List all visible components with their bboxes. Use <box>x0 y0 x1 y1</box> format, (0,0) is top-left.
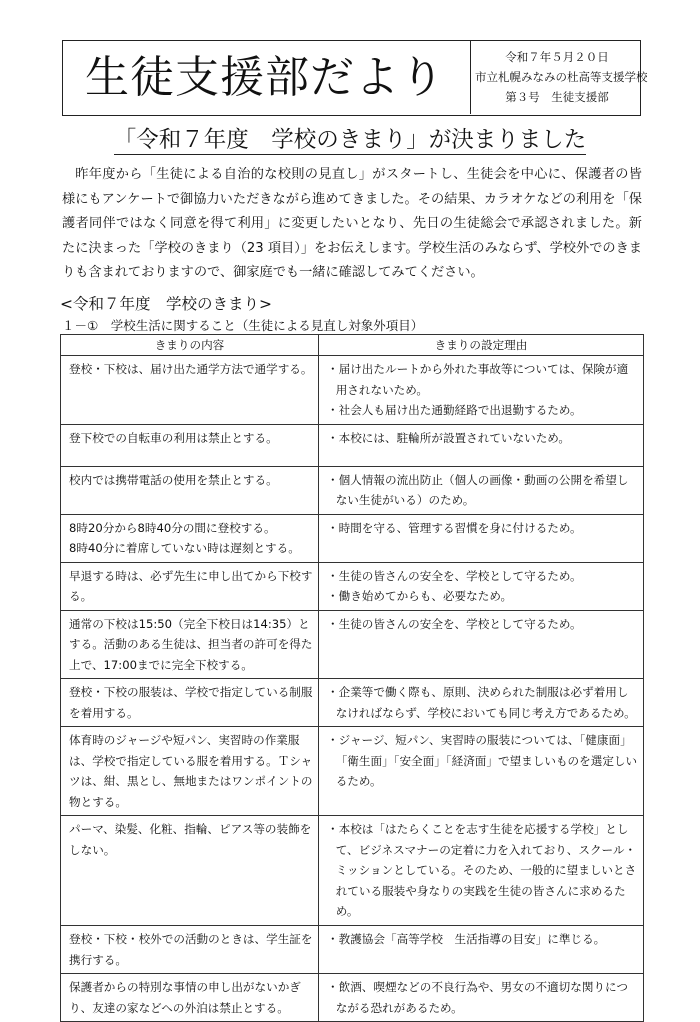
rule-cell <box>61 356 319 425</box>
table-row <box>61 466 644 514</box>
reason-text: ・飲酒、喫煙などの不良行為や、男女の不適切な関りにつながる恐れがあるため。 <box>327 980 628 1015</box>
reason-text: ・時間を守る、管理する習慣を身に付けるため。 <box>327 520 582 535</box>
subsection-title: １－① 学校生活に関すること（生徒による見直し対象外項目） <box>62 318 424 333</box>
reason-text: ・教護協会「高等学校 生活指導の目安」に準じる。 <box>327 932 606 946</box>
rule-cell <box>61 424 319 466</box>
rule-text: 保護者からの特別な事情の申し出がないかぎり、友達の家などへの外泊は禁止とする。 <box>69 980 301 1015</box>
reason-text: ・届け出たルートから外れた事故等については、保険が適用されないため。 <box>327 362 629 397</box>
table-row <box>61 424 644 466</box>
table-row <box>61 816 644 926</box>
table-row <box>61 356 644 425</box>
issue-number: 第３号 生徒支援部 <box>505 90 609 104</box>
rule-text: 登校・下校は、届け出た通学方法で通学する。 <box>69 362 313 376</box>
rule-cell <box>61 727 319 816</box>
table-header-row <box>61 335 644 356</box>
intro-paragraph: 昨年度から「生徒による自治的な校則の見直し」がスタートし、生徒会を中心に、保護者の皆様にもアンケートで御協力いただきながら進めてきました。その結果、カラオケなどの利用を「保護者同伴ではなく同意を得て利用」に変更したいとなり、先日の生徒総会で承認されました。新たに決まった「学校のきまり（23 項目）」をお伝えします。学校生活のみならず、学校外でのきまりも含まれておりますので、御家庭でも一緒に確認してみてください。 <box>62 167 642 280</box>
school-name: 市立札幌みなみの杜高等支援学校 <box>475 70 648 84</box>
rules-table <box>60 334 644 1022</box>
reason-cell <box>319 974 644 1022</box>
reason-cell <box>319 424 644 466</box>
reason-text: ・生徒の皆さんの安全を、学校として守るため。 <box>327 568 582 583</box>
masthead-box <box>62 40 648 116</box>
reason-text: ・本校は「はたらくことを志す生徒を応援する学校」として、ビジネスマナーの定着に力を入れており、スクール・ミッションとしている。そのため、一般的に望ましいとされている服装や身なりの実践を生徒の皆さんに求めるため。 <box>327 822 637 918</box>
table-row <box>61 974 644 1022</box>
reason-cell <box>319 466 644 514</box>
rule-text: 校内では携帯電話の使用を禁止とする。 <box>69 472 278 487</box>
reason-cell <box>319 816 644 926</box>
rule-text: 登下校での自転車の利用は禁止とする。 <box>69 430 278 445</box>
rule-text: 早退する時は、必ず先生に申し出てから下校する。 <box>69 568 313 603</box>
table-row <box>61 514 644 562</box>
section-title: <令和７年度 学校のきまり> <box>60 295 272 313</box>
rule-cell <box>61 562 319 610</box>
rule-cell <box>61 610 319 679</box>
newsletter-title: 生徒支援部だより <box>63 41 471 114</box>
rule-cell <box>61 926 319 974</box>
rule-text: 通常の下校は15:50（完全下校日は14:35）とする。活動のある生徒は、担当者の許可を得た上で、17:00までに完全下校する。 <box>69 616 313 672</box>
table-row <box>61 926 644 974</box>
rule-text: 8時40分に着席していない時は遅刻とする。 <box>69 541 300 555</box>
rule-text: パーマ、染髪、化粧、指輪、ピアス等の装飾をしない。 <box>69 822 312 857</box>
reason-text: ・社会人も届け出た通勤経路で出退勤するため。 <box>327 403 582 417</box>
article-headline <box>0 123 700 157</box>
header-rule: きまりの内容 <box>61 335 319 356</box>
rule-cell <box>61 679 319 727</box>
rule-text: 登校・下校の服装は、学校で指定している制服を着用する。 <box>69 685 313 720</box>
rule-cell <box>61 816 319 926</box>
reason-cell <box>319 727 644 816</box>
table-row <box>61 562 644 610</box>
headline-text: 「令和７年度 学校のきまり」が決まりました <box>113 127 587 153</box>
header-reason: きまりの設定理由 <box>319 335 644 356</box>
reason-text: ・働き始めてからも、必要なため。 <box>327 589 513 603</box>
reason-cell <box>319 610 644 679</box>
reason-cell <box>319 514 644 562</box>
reason-cell <box>319 679 644 727</box>
rule-cell <box>61 466 319 514</box>
rules-table-body <box>61 356 644 1022</box>
reason-cell <box>319 356 644 425</box>
rule-text: 8時20分から8時40分の間に登校する。 <box>69 520 276 535</box>
rule-text: 体育時のジャージや短パン、実習時の作業服は、学校で指定している服を着用する。Ｔシャツは、紺、黒とし、無地またはワンポイントの物とする。 <box>69 733 313 809</box>
table-row <box>61 610 644 679</box>
reason-cell <box>319 562 644 610</box>
reason-text: ・企業等で働く際も、原則、決められた制服は必ず着用しなければならず、学校においても同じ考え方であるため。 <box>327 685 636 720</box>
reason-cell <box>319 926 644 974</box>
rule-cell <box>61 514 319 562</box>
table-row <box>61 679 644 727</box>
reason-text: ・ジャージ、短パン、実習時の服装については、「健康面」「衛生面」「安全面」「経済面」で望ましいものを選定しいるため。 <box>327 733 638 788</box>
reason-text: ・個人情報の流出防止（個人の画像・動画の公開を希望しない生徒がいる）のため。 <box>327 472 629 507</box>
issue-info <box>475 47 648 107</box>
reason-text: ・生徒の皆さんの安全を、学校として守るため。 <box>327 616 582 631</box>
issue-date: 令和７年５月２０日 <box>505 50 609 64</box>
reason-text: ・本校には、駐輪所が設置されていないため。 <box>327 430 571 445</box>
rule-cell <box>61 974 319 1022</box>
rule-text: 登校・下校・校外での活動のときは、学生証を携行する。 <box>69 932 313 967</box>
table-row <box>61 727 644 816</box>
